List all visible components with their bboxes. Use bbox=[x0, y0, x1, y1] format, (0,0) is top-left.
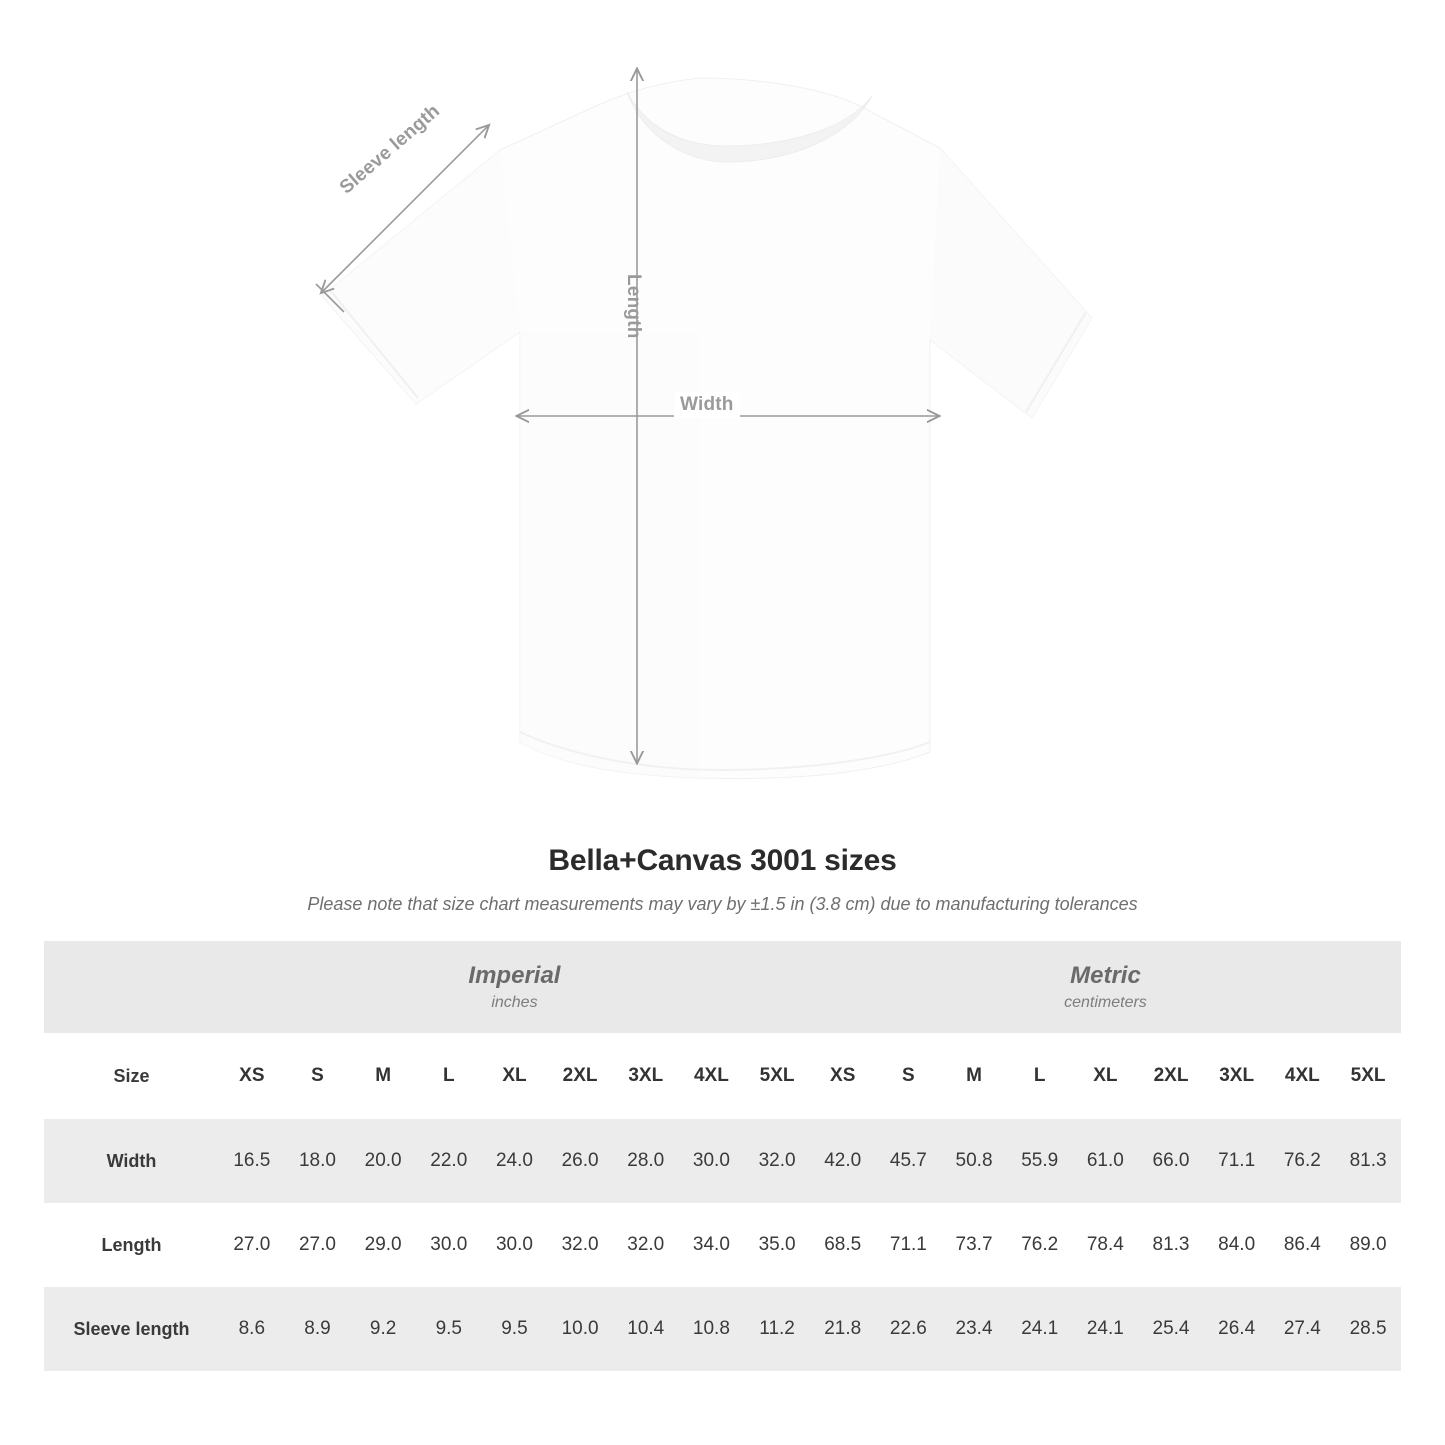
cell-length-17: 89.0 bbox=[1335, 1203, 1401, 1287]
cell-width-16: 76.2 bbox=[1270, 1119, 1336, 1203]
unit-header-row bbox=[44, 941, 1401, 1033]
cell-width-5: 26.0 bbox=[547, 1119, 613, 1203]
col-head-xl-met: XL bbox=[1073, 1033, 1139, 1119]
col-head-s-met: S bbox=[876, 1033, 942, 1119]
col-head-m-imp: M bbox=[350, 1033, 416, 1119]
metric-title: Metric bbox=[1070, 961, 1141, 989]
cell-sleeve-1: 8.9 bbox=[285, 1287, 351, 1371]
col-head-l-met: L bbox=[1007, 1033, 1073, 1119]
col-head-2xl-imp: 2XL bbox=[547, 1033, 613, 1119]
cell-sleeve-10: 22.6 bbox=[876, 1287, 942, 1371]
col-head-l-imp: L bbox=[416, 1033, 482, 1119]
col-head-4xl-met: 4XL bbox=[1270, 1033, 1336, 1119]
cell-width-11: 50.8 bbox=[941, 1119, 1007, 1203]
chart-tolerance-note: Please note that size chart measurements may vary by ±1.5 in (3.8 cm) due to manufacturing tolerances bbox=[307, 894, 1138, 914]
cell-length-14: 81.3 bbox=[1138, 1203, 1204, 1287]
cell-width-0: 16.5 bbox=[219, 1119, 285, 1203]
row-label-width: Width bbox=[44, 1119, 219, 1203]
cell-sleeve-0: 8.6 bbox=[219, 1287, 285, 1371]
cell-sleeve-8: 11.2 bbox=[744, 1287, 810, 1371]
cell-sleeve-9: 21.8 bbox=[810, 1287, 876, 1371]
cell-width-9: 42.0 bbox=[810, 1119, 876, 1203]
cell-sleeve-17: 28.5 bbox=[1335, 1287, 1401, 1371]
cell-sleeve-15: 26.4 bbox=[1204, 1287, 1270, 1371]
imperial-title: Imperial bbox=[468, 961, 561, 989]
col-head-3xl-imp: 3XL bbox=[613, 1033, 679, 1119]
cell-sleeve-2: 9.2 bbox=[350, 1287, 416, 1371]
cell-length-2: 29.0 bbox=[350, 1203, 416, 1287]
cell-length-3: 30.0 bbox=[416, 1203, 482, 1287]
cell-width-10: 45.7 bbox=[876, 1119, 942, 1203]
cell-length-6: 32.0 bbox=[613, 1203, 679, 1287]
sleeve-length-label: Sleeve length bbox=[335, 100, 445, 199]
cell-length-13: 78.4 bbox=[1073, 1203, 1139, 1287]
length-label: Length bbox=[623, 274, 644, 339]
cell-width-7: 30.0 bbox=[679, 1119, 745, 1203]
row-label-length: Length bbox=[44, 1203, 219, 1287]
cell-length-7: 34.0 bbox=[679, 1203, 745, 1287]
cell-sleeve-3: 9.5 bbox=[416, 1287, 482, 1371]
cell-width-12: 55.9 bbox=[1007, 1119, 1073, 1203]
col-head-s-imp: S bbox=[285, 1033, 351, 1119]
cell-length-15: 84.0 bbox=[1204, 1203, 1270, 1287]
cell-sleeve-12: 24.1 bbox=[1007, 1287, 1073, 1371]
cell-width-14: 66.0 bbox=[1138, 1119, 1204, 1203]
cell-sleeve-16: 27.4 bbox=[1270, 1287, 1336, 1371]
cell-width-4: 24.0 bbox=[482, 1119, 548, 1203]
cell-sleeve-14: 25.4 bbox=[1138, 1287, 1204, 1371]
cell-width-15: 71.1 bbox=[1204, 1119, 1270, 1203]
cell-sleeve-7: 10.8 bbox=[679, 1287, 745, 1371]
width-label: Width bbox=[674, 392, 740, 418]
row-label-header: Size bbox=[44, 1033, 219, 1119]
imperial-unit: inches bbox=[491, 994, 538, 1012]
cell-width-8: 32.0 bbox=[744, 1119, 810, 1203]
table-row bbox=[44, 1203, 1401, 1287]
col-head-5xl-met: 5XL bbox=[1335, 1033, 1401, 1119]
cell-length-11: 73.7 bbox=[941, 1203, 1007, 1287]
size-table-wrapper bbox=[44, 941, 1401, 1371]
col-head-xl-imp: XL bbox=[482, 1033, 548, 1119]
cell-sleeve-5: 10.0 bbox=[547, 1287, 613, 1371]
cell-length-16: 86.4 bbox=[1270, 1203, 1336, 1287]
col-head-4xl-imp: 4XL bbox=[679, 1033, 745, 1119]
cell-width-6: 28.0 bbox=[613, 1119, 679, 1203]
cell-sleeve-13: 24.1 bbox=[1073, 1287, 1139, 1371]
metric-unit: centimeters bbox=[1064, 994, 1147, 1012]
cell-width-13: 61.0 bbox=[1073, 1119, 1139, 1203]
unit-header-imperial bbox=[219, 941, 810, 1033]
size-table bbox=[44, 941, 1401, 1371]
cell-sleeve-11: 23.4 bbox=[941, 1287, 1007, 1371]
tshirt-shape bbox=[322, 78, 1092, 779]
cell-length-12: 76.2 bbox=[1007, 1203, 1073, 1287]
row-label-sleeve-length: Sleeve length bbox=[44, 1287, 219, 1371]
cell-length-5: 32.0 bbox=[547, 1203, 613, 1287]
col-head-3xl-met: 3XL bbox=[1204, 1033, 1270, 1119]
col-head-5xl-imp: 5XL bbox=[744, 1033, 810, 1119]
cell-length-8: 35.0 bbox=[744, 1203, 810, 1287]
cell-width-17: 81.3 bbox=[1335, 1119, 1401, 1203]
table-row bbox=[44, 1119, 1401, 1203]
col-head-m-met: M bbox=[941, 1033, 1007, 1119]
cell-sleeve-6: 10.4 bbox=[613, 1287, 679, 1371]
cell-sleeve-4: 9.5 bbox=[482, 1287, 548, 1371]
size-header-row bbox=[44, 1033, 1401, 1119]
cell-width-1: 18.0 bbox=[285, 1119, 351, 1203]
cell-length-1: 27.0 bbox=[285, 1203, 351, 1287]
unit-header-metric bbox=[810, 941, 1401, 1033]
cell-length-0: 27.0 bbox=[219, 1203, 285, 1287]
table-row bbox=[44, 1287, 1401, 1371]
cell-width-2: 20.0 bbox=[350, 1119, 416, 1203]
col-head-xs-met: XS bbox=[810, 1033, 876, 1119]
cell-length-9: 68.5 bbox=[810, 1203, 876, 1287]
cell-length-10: 71.1 bbox=[876, 1203, 942, 1287]
cell-width-3: 22.0 bbox=[416, 1119, 482, 1203]
col-head-xs-imp: XS bbox=[219, 1033, 285, 1119]
chart-title: Bella+Canvas 3001 sizes bbox=[548, 844, 897, 877]
unit-header-spacer bbox=[44, 941, 219, 1033]
col-head-2xl-met: 2XL bbox=[1138, 1033, 1204, 1119]
cell-length-4: 30.0 bbox=[482, 1203, 548, 1287]
